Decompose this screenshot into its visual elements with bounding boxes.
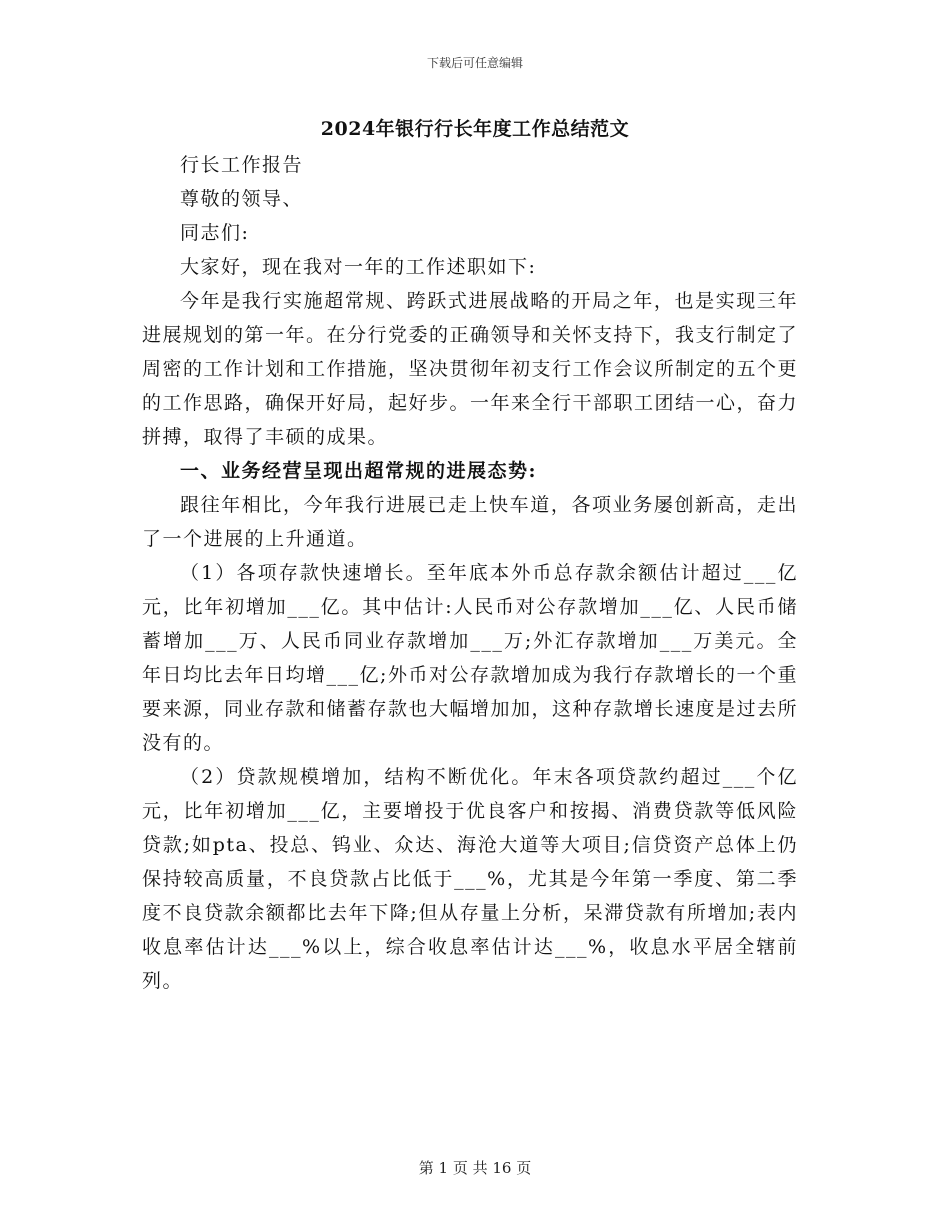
paragraph-loans: （2）贷款规模增加，结构不断优化。年末各项贷款约超过___个亿元，比年初增加___亿，主要增投于优良客户和按揭、消费贷款等低风险贷款;如pta、投总、钨业、众达、海沧大道等大项目;信贷资产总体上仍保持较高质量，不良贷款占比低于___%，尤其是今年第一季度、第二季度不良贷款余额都比去年下降;但从存量上分析，呆滞贷款有所增加;表内收息率估计达___%以上，综合收息率估计达___%，收息水平居全辖前列。	[142, 766, 798, 992]
header-note: 下载后可任意编辑	[426, 56, 523, 70]
paragraph-greeting: 大家好，现在我对一年的工作述职如下:	[180, 256, 537, 278]
paragraph-report-title: 行长工作报告	[180, 154, 304, 176]
paragraph-intro: 今年是我行实施超常规、跨跃式进展战略的开局之年，也是实现三年进展规划的第一年。在分行党委的正确领导和关怀支持下，我支行制定了周密的工作计划和工作措施，坚决贯彻年初支行工作会议所制定的五个更的工作思路，确保开好局，起好步。一年来全行干部职工团结一心，奋力拼搏，取得了丰硕的成果。	[142, 290, 799, 448]
paragraph-salutation-1: 尊敬的领导、	[180, 188, 304, 210]
paragraph-salutation-2: 同志们:	[180, 222, 250, 244]
paragraph-deposits: （1）各项存款快速增长。至年底本外币总存款余额估计超过___亿元，比年初增加___亿。其中估计:人民币对公存款增加___亿、人民币储蓄增加___万、人民币同业存款增加___万;外汇存款增加___万美元。全年日均比去年日均增___亿;外币对公存款增加成为我行存款增长的一个重要来源，同业存款和储蓄存款也大幅增加加，这种存款增长速度是过去所没有的。	[142, 562, 799, 754]
page-number: 第 1 页 共 16 页	[418, 1159, 532, 1177]
document-body	[142, 148, 798, 998]
section-heading-1: 一、业务经营呈现出超常规的进展态势:	[180, 460, 538, 482]
document-title: 2024年银行行长年度工作总结范文	[320, 118, 630, 140]
paragraph-overview: 跟往年相比，今年我行进展已走上快车道，各项业务屡创新高，走出了一个进展的上升通道。	[142, 494, 798, 550]
